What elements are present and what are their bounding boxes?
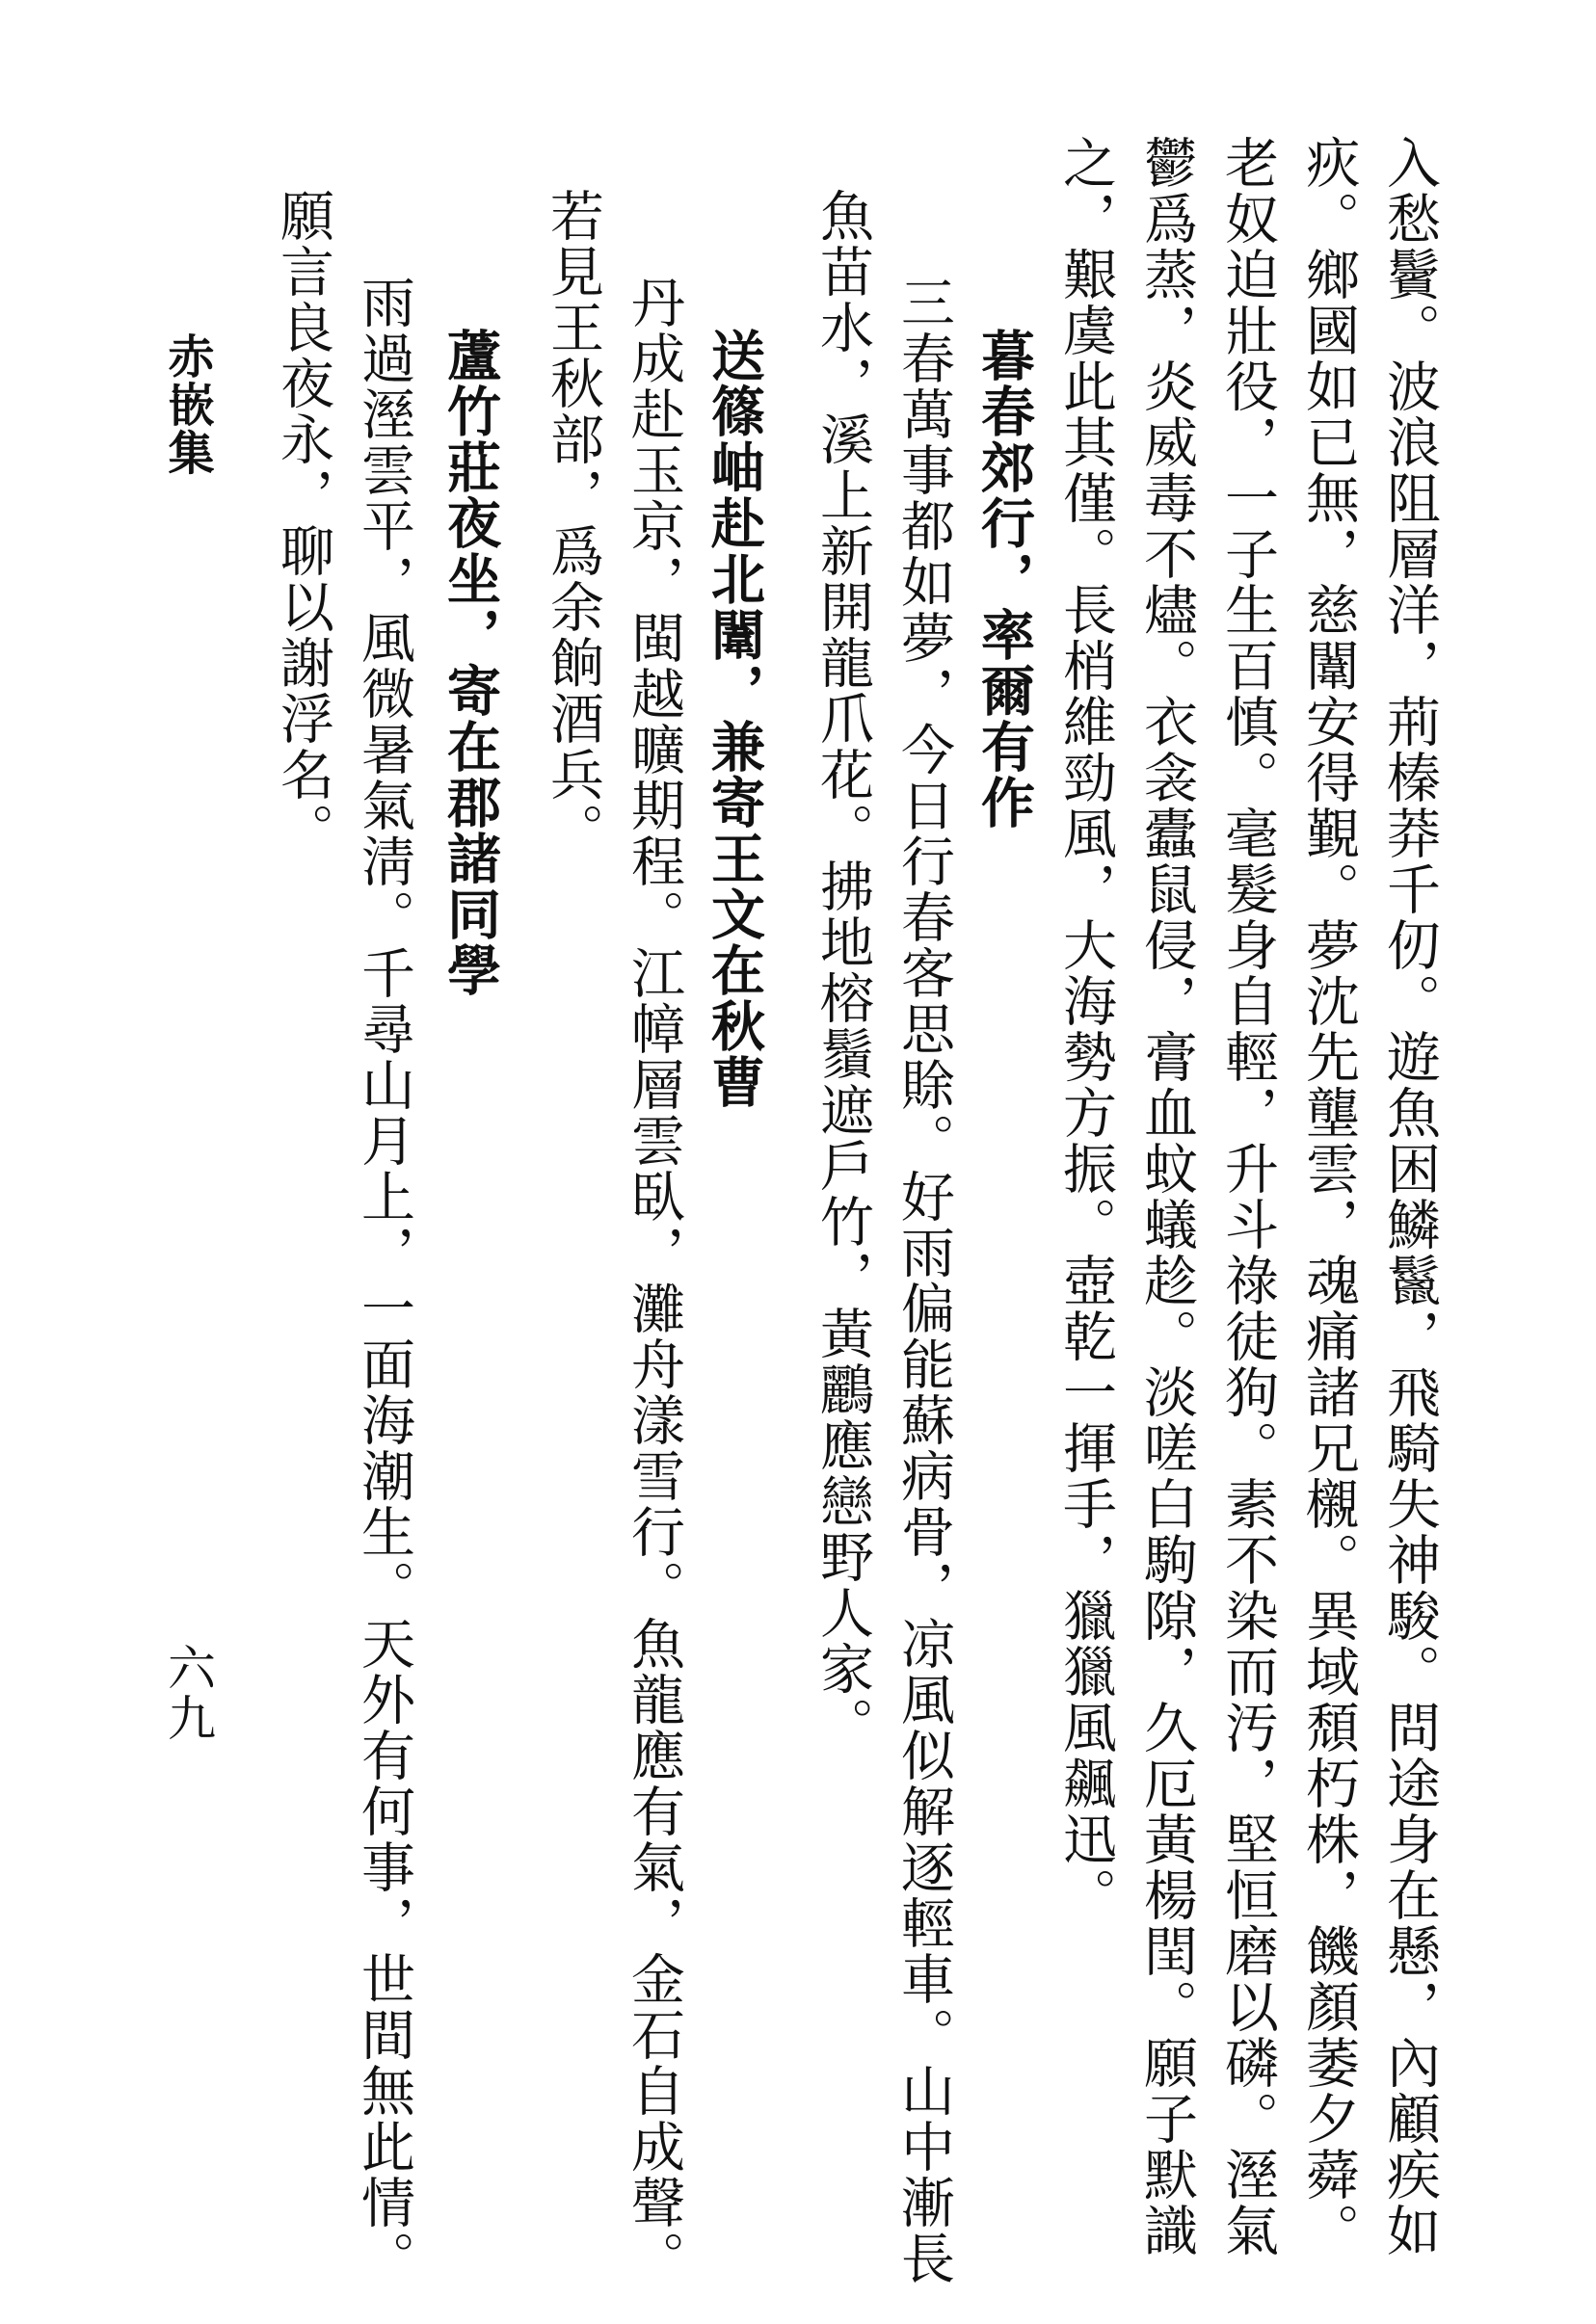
text-column-4: 鬱爲蒸，炎威毒不燼。衣衾蠹鼠侵，膏血蚊蟻趁。淡嗟白駒隙，久厄黃楊閏。願子默識: [1135, 135, 1198, 2258]
text-column-5: 之，艱虞此其僅。長梢維勁風，大海勢方振。壺乾一揮手，獵獵風飆迅。: [1054, 135, 1117, 1923]
text-column-8: 魚苗水，溪上新開龍爪花。拂地榕鬚遮戶竹，黃鸝應戀野人家。: [811, 188, 874, 1753]
page-number: 六九: [160, 1643, 216, 1743]
text-column-11: 若見王秋部，爲余餉酒兵。: [542, 188, 604, 858]
text-column-1: 入愁鬢。波浪阻層洋，荊榛莽千仞。遊魚困鱗鬣，飛騎失神駿。問途身在懸，內顧疾如: [1378, 135, 1441, 2258]
poem-title-3: 蘆竹莊夜坐，寄在郡諸同學: [439, 328, 502, 998]
text-column-2: 疢。鄉國如已無，慈闈安得覲。夢沈先壟雲，魂痛諸兄櫬。異域頹朽株，饑顏萎夕蕣。: [1297, 135, 1360, 2258]
running-head: 赤嵌集: [160, 332, 214, 477]
text-column-10: 丹成赴玉京，閩越曠期程。江幛層雲臥，灘舟漾雪行。魚龍應有氣，金石自成聲。: [623, 275, 685, 2286]
text-column-7: 三春萬事都如夢，今日行春客思賖。好雨偏能蘇病骨，凉風似解逐輕車。山中漸長: [892, 275, 955, 2286]
text-column-3: 老奴迫壯役，一子生百慎。毫髮身自輕，升斗祿徒狗。素不染而汚，堅恒磨以磷。溼氣: [1216, 135, 1279, 2258]
text-column-14: 願言良夜永，聊以謝浮名。: [272, 188, 334, 858]
poem-title-1: 暮春郊行，率爾有作: [972, 328, 1036, 831]
poem-title-2: 送篠岫赴北闈，兼寄王文在秋曹: [703, 328, 766, 1110]
text-column-13: 雨過溼雲平，風微暑氣淸。千尋山月上，一面海潮生。天外有何事，世間無此情。: [353, 275, 415, 2286]
